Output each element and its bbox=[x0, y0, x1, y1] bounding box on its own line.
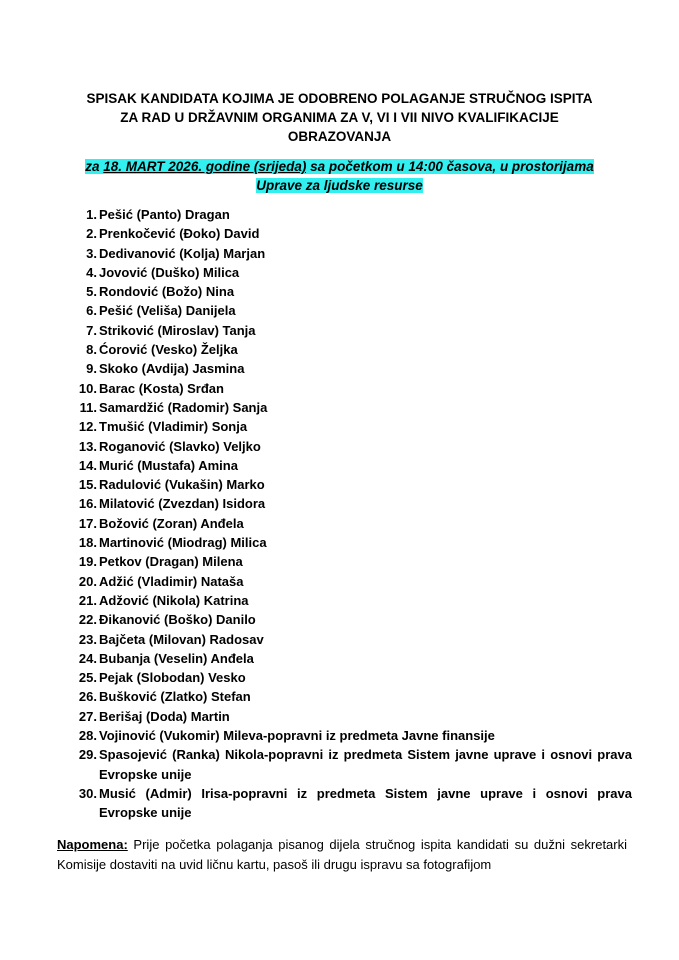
list-item bbox=[72, 263, 632, 282]
list-item bbox=[72, 282, 632, 301]
note-label: Napomena: bbox=[57, 837, 128, 852]
list-item-text: Vojinović (Vukomir) Mileva-popravni iz predmeta Javne finansije bbox=[99, 728, 495, 744]
list-item-number: 29. bbox=[78, 747, 97, 763]
list-item-number: 4. bbox=[86, 264, 97, 280]
list-item-number: 28. bbox=[78, 728, 97, 744]
list-item bbox=[72, 610, 632, 629]
list-item-number: 25. bbox=[78, 670, 97, 686]
list-item-number: 8. bbox=[86, 342, 97, 358]
list-item-text: Božović (Zoran) Anđela bbox=[99, 515, 244, 531]
list-item-number: 15. bbox=[78, 477, 97, 493]
list-item-text: Bubanja (Veselin) Anđela bbox=[99, 650, 254, 666]
list-item-number: 12. bbox=[78, 419, 97, 435]
exam-schedule bbox=[40, 157, 639, 195]
list-item-text: Adžić (Vladimir) Nataša bbox=[99, 573, 244, 589]
list-item bbox=[72, 630, 632, 649]
title-line-1: SPISAK KANDIDATA KOJIMA JE ODOBRENO POLAGANJE STRUČNOG ISPITA bbox=[86, 91, 593, 106]
list-item-number: 10. bbox=[78, 380, 97, 396]
list-item-text: Bajčeta (Milovan) Radosav bbox=[99, 631, 264, 647]
list-item-number: 23. bbox=[78, 631, 97, 647]
list-item bbox=[72, 591, 632, 610]
list-item bbox=[72, 687, 632, 706]
list-item-number: 14. bbox=[78, 457, 97, 473]
list-item bbox=[72, 340, 632, 359]
list-item bbox=[72, 321, 632, 340]
list-item-text: Ćorović (Vesko) Željka bbox=[99, 342, 238, 358]
list-item-number: 11. bbox=[79, 399, 97, 415]
list-item-number: 21. bbox=[78, 592, 97, 608]
list-item bbox=[72, 533, 632, 552]
list-item-text: Skoko (Avdija) Jasmina bbox=[99, 361, 245, 377]
list-item bbox=[72, 456, 632, 475]
list-item-number: 2. bbox=[86, 226, 97, 242]
list-item-text: Pejak (Slobodan) Vesko bbox=[99, 670, 246, 686]
list-item bbox=[72, 707, 632, 726]
exam-date: 18. MART 2026. godine (srijeda) bbox=[103, 159, 307, 174]
list-item-text: Prenkočević (Đoko) David bbox=[99, 226, 260, 242]
list-item-number: 24. bbox=[78, 650, 97, 666]
list-item-number: 6. bbox=[86, 303, 97, 319]
list-item bbox=[72, 244, 632, 263]
list-item-text: Jovović (Duško) Milica bbox=[99, 264, 240, 280]
list-item-text: Spasojević (Ranka) Nikola-popravni iz predmeta Sistem javne uprave i osnovi prava Evropske unije bbox=[99, 747, 632, 782]
list-item bbox=[72, 745, 632, 784]
list-item-number: 16. bbox=[78, 496, 97, 512]
list-item-text: Milatović (Zvezdan) Isidora bbox=[99, 496, 266, 512]
list-item bbox=[72, 398, 632, 417]
schedule-location: Uprave za ljudske resurse bbox=[256, 178, 423, 193]
title-line-3: OBRAZOVANJA bbox=[287, 129, 392, 144]
schedule-prefix: za bbox=[85, 159, 104, 174]
list-item-text: Đikanović (Boško) Danilo bbox=[99, 612, 256, 628]
list-item-number: 26. bbox=[78, 689, 97, 705]
list-item-number: 22. bbox=[78, 612, 97, 628]
list-item bbox=[72, 205, 632, 224]
document-title bbox=[40, 89, 639, 146]
list-item-number: 3. bbox=[86, 245, 97, 261]
list-item bbox=[72, 475, 632, 494]
candidate-list bbox=[72, 205, 632, 823]
title-line-2: ZA RAD U DRŽAVNIM ORGANIMA ZA V, VI I VII NIVO KVALIFIKACIJE bbox=[120, 110, 559, 125]
note-text: Prije početka polaganja pisanog dijela stručnog ispita kandidati su dužni sekretarki Komisije dostaviti na uvid ličnu kartu, pasoš ili drugu ispravu sa fotografijom bbox=[57, 837, 627, 872]
list-item-text: Striković (Miroslav) Tanja bbox=[99, 322, 256, 338]
list-item bbox=[72, 301, 632, 320]
list-item-text: Petkov (Dragan) Milena bbox=[99, 554, 243, 570]
list-item-number: 5. bbox=[86, 284, 97, 300]
list-item-number: 13. bbox=[78, 438, 97, 454]
list-item-number: 1. bbox=[86, 207, 97, 222]
list-item-text: Pešić (Panto) Dragan bbox=[99, 207, 230, 222]
list-item-text: Samardžić (Radomir) Sanja bbox=[99, 399, 268, 415]
list-item bbox=[72, 572, 632, 591]
list-item bbox=[72, 649, 632, 668]
list-item-text: Bušković (Zlatko) Stefan bbox=[99, 689, 251, 705]
list-item-text: Barac (Kosta) Srđan bbox=[99, 380, 224, 396]
list-item-number: 20. bbox=[78, 573, 97, 589]
schedule-time-place: sa početkom u 14:00 časova, u prostorijama bbox=[306, 159, 594, 174]
list-item bbox=[72, 224, 632, 243]
list-item-text: Berišaj (Doda) Martin bbox=[99, 708, 230, 724]
list-item-text: Roganović (Slavko) Veljko bbox=[99, 438, 261, 454]
list-item-number: 7. bbox=[86, 322, 97, 338]
list-item bbox=[72, 784, 632, 823]
list-item bbox=[72, 668, 632, 687]
list-item-text: Martinović (Miodrag) Milica bbox=[99, 535, 267, 551]
list-item-number: 30. bbox=[78, 785, 97, 801]
list-item-text: Tmušić (Vladimir) Sonja bbox=[99, 419, 248, 435]
list-item bbox=[72, 437, 632, 456]
note-paragraph bbox=[57, 835, 627, 875]
list-item bbox=[72, 552, 632, 571]
list-item bbox=[72, 379, 632, 398]
list-item-text: Musić (Admir) Irisa-popravni iz predmeta Sistem javne uprave i osnovi prava Evropske unije bbox=[99, 785, 632, 821]
list-item-number: 9. bbox=[86, 361, 97, 377]
list-item bbox=[72, 494, 632, 513]
list-item-number: 17. bbox=[78, 515, 97, 531]
list-item bbox=[72, 417, 632, 436]
list-item-text: Pešić (Veliša) Danijela bbox=[99, 303, 236, 319]
list-item bbox=[72, 514, 632, 533]
list-item-text: Rondović (Božo) Nina bbox=[99, 284, 235, 300]
list-item-number: 27. bbox=[78, 708, 97, 724]
list-item-text: Adžović (Nikola) Katrina bbox=[99, 592, 249, 608]
list-item bbox=[72, 359, 632, 378]
list-item-text: Dedivanović (Kolja) Marjan bbox=[99, 245, 266, 261]
list-item bbox=[72, 726, 632, 745]
list-item-text: Radulović (Vukašin) Marko bbox=[99, 477, 265, 493]
list-item-number: 19. bbox=[78, 554, 97, 570]
list-item-number: 18. bbox=[78, 535, 97, 551]
list-item-text: Murić (Mustafa) Amina bbox=[99, 457, 238, 473]
